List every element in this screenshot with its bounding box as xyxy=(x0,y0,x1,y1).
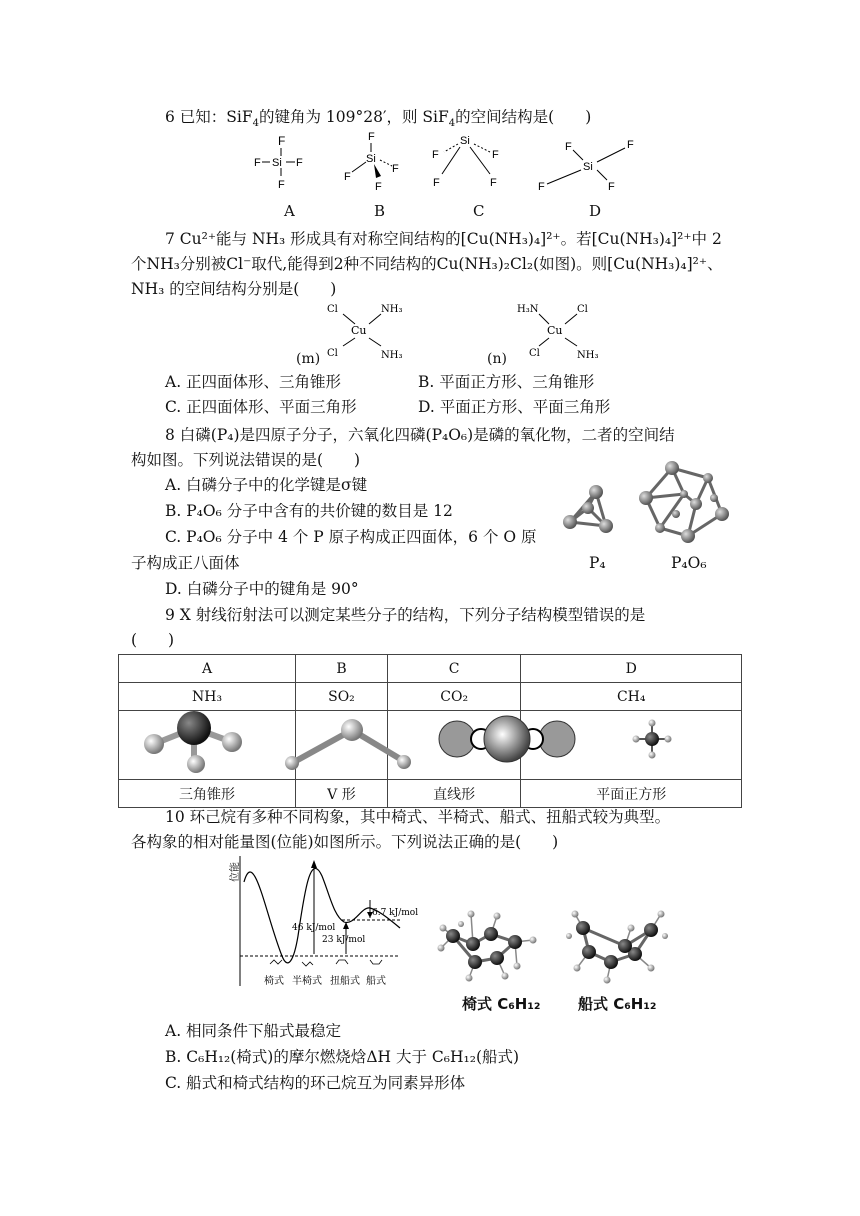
svg-text:F: F xyxy=(608,181,615,193)
q7-m-label: (m) xyxy=(296,351,321,367)
svg-text:F: F xyxy=(344,171,351,183)
svg-text:F: F xyxy=(565,141,572,153)
q8-line1: 8 白磷(P₄)是四原子分子，六氧化四磷(P₄O₆)是磷的氧化物，二者的空间结 xyxy=(165,426,675,444)
so2-model-image xyxy=(280,710,420,774)
q9-shape-b: V 形 xyxy=(296,780,388,808)
q9-line1: 9 X 射线衍射法可以测定某些分子的结构，下列分子结构模型错误的是 xyxy=(165,606,646,624)
co2-model-image xyxy=(437,714,577,764)
q9-molecule-a: NH₃ xyxy=(119,683,296,711)
q6-stem: 6 已知：SiF$_4$的键角为 109°28′，则 SiF$_4$的空间结构是( ) xyxy=(165,108,592,130)
q8-option-c1: C. P₄O₆ 分子中 4 个 P 原子构成正四面体，6 个 O 原 xyxy=(165,528,537,546)
svg-text:F: F xyxy=(538,181,545,193)
svg-text:F: F xyxy=(278,134,286,148)
chair-caption: 椅式 C₆H₁₂ xyxy=(462,995,541,1013)
q7-line2: 个NH₃分别被Cl⁻取代,能得到2种不同结构的Cu(NH₃)₂Cl₂(如图)。则[Cu(NH₃)₄]²⁺、 xyxy=(131,255,723,273)
q7-option-c: C. 正四面体形、平面三角形 xyxy=(165,398,357,416)
conformer-half-chair: 半椅式 xyxy=(292,976,322,987)
svg-text:Si: Si xyxy=(272,157,282,169)
q9-shape-c: 直线形 xyxy=(387,780,521,808)
q8-option-b: B. P₄O₆ 分子中含有的共价键的数目是 12 xyxy=(165,502,453,520)
q8-p4o6-label: P₄O₆ xyxy=(671,554,707,572)
q6-label-c: C xyxy=(473,202,485,220)
q10-option-b: B. C₆H₁₂(椅式)的摩尔燃烧焓ΔH 大于 C₆H₁₂(船式) xyxy=(165,1048,520,1066)
svg-text:Cl: Cl xyxy=(577,304,588,315)
svg-text:Cl: Cl xyxy=(529,348,540,359)
q7-option-d: D. 平面正方形、平面三角形 xyxy=(418,398,611,416)
boat-caption: 船式 C₆H₁₂ xyxy=(578,995,657,1013)
q10-option-c: C. 船式和椅式结构的环己烷互为同素异形体 xyxy=(165,1074,466,1092)
q9-header-c: C xyxy=(387,655,521,683)
q6-structure-b xyxy=(340,130,410,196)
svg-text:F: F xyxy=(492,149,499,161)
q9-molecule-c: CO₂ xyxy=(387,683,521,711)
boat-model-image xyxy=(565,906,675,986)
svg-text:F: F xyxy=(490,177,497,189)
q9-molecule-d: CH₄ xyxy=(521,683,742,711)
energy-label-23: 23 kJ/mol xyxy=(322,935,366,945)
q10-line2: 各构象的相对能量图(位能)如图所示。下列说法正确的是( ) xyxy=(131,833,559,851)
svg-text:F: F xyxy=(375,181,382,193)
svg-text:Si: Si xyxy=(460,135,470,147)
q9-header-b: B xyxy=(296,655,388,683)
ch4-model-image xyxy=(632,719,672,759)
svg-text:NH₃: NH₃ xyxy=(577,350,599,361)
q6-label-b: B xyxy=(374,202,386,220)
q10-line1: 10 环己烷有多种不同构象，其中椅式、半椅式、船式、扭船式较为典型。 xyxy=(165,808,671,826)
p4-molecule-image xyxy=(560,480,620,540)
svg-text:Si: Si xyxy=(583,161,593,173)
energy-diagram xyxy=(222,856,422,990)
q7-structure-n xyxy=(515,300,615,362)
q9-molecule-b: SO₂ xyxy=(296,683,388,711)
energy-label-6-7: 6.7 kJ/mol xyxy=(372,908,419,918)
svg-text:F: F xyxy=(368,131,375,143)
q7-option-a: A. 正四面体形、三角锥形 xyxy=(165,373,342,391)
q8-p4-label: P₄ xyxy=(589,554,606,572)
q6-structure-c xyxy=(430,132,510,196)
q7-n-label: (n) xyxy=(487,351,507,367)
q9-header-d: D xyxy=(521,655,742,683)
q7-structure-m xyxy=(325,300,415,362)
q6-label-d: D xyxy=(589,202,602,220)
q6-structure-a xyxy=(250,134,320,196)
p4o6-molecule-image xyxy=(636,458,736,546)
nh3-model-image xyxy=(140,710,250,774)
conformer-boat: 船式 xyxy=(366,976,386,987)
q10-option-a: A. 相同条件下船式最稳定 xyxy=(165,1022,342,1040)
q7-m-cu: Cu xyxy=(351,324,367,337)
q7-m-nh3-top: NH₃ xyxy=(381,304,403,315)
q8-option-d: D. 白磷分子中的键角是 90° xyxy=(165,580,359,598)
svg-text:F: F xyxy=(392,163,399,175)
q8-line2: 构如图。下列说法错误的是( ) xyxy=(131,451,361,469)
svg-text:F: F xyxy=(278,179,285,191)
energy-label-46: 46 kJ/mol xyxy=(292,923,336,933)
svg-text:F: F xyxy=(433,177,440,189)
q9-shape-a: 三角锥形 xyxy=(119,780,296,808)
svg-text:H₃N: H₃N xyxy=(517,304,539,315)
q9-shape-d: 平面正方形 xyxy=(521,780,742,808)
q8-option-a: A. 白磷分子中的化学键是σ键 xyxy=(165,476,368,494)
chair-model-image xyxy=(435,906,545,986)
q8-option-c2: 子构成正八面体 xyxy=(131,554,240,572)
q9-header-a: A xyxy=(119,655,296,683)
q7-line3: NH₃ 的空间结构分别是( ) xyxy=(131,280,337,298)
conformer-chair: 椅式 xyxy=(264,976,284,987)
q7-m-nh3-bot: NH₃ xyxy=(381,350,403,361)
svg-text:F: F xyxy=(296,157,303,169)
energy-axis-label: 位能 xyxy=(230,862,241,882)
svg-text:Si: Si xyxy=(366,153,376,165)
svg-text:F: F xyxy=(254,157,261,169)
svg-text:Cu: Cu xyxy=(547,324,563,337)
q7-m-cl-bot: Cl xyxy=(327,348,338,359)
q7-m-cl-top: Cl xyxy=(327,304,338,315)
svg-text:F: F xyxy=(627,139,634,151)
conformer-twist-boat: 扭船式 xyxy=(330,976,360,987)
q6-label-a: A xyxy=(284,202,295,220)
svg-text:F: F xyxy=(432,149,439,161)
q9-line2: ( ) xyxy=(131,631,175,649)
q7-option-b: B. 平面正方形、三角锥形 xyxy=(418,373,595,391)
q6-structure-d xyxy=(535,136,645,194)
q7-line1: 7 Cu²⁺能与 NH₃ 形成具有对称空间结构的[Cu(NH₃)₄]²⁺。若[Cu(NH₃)₄]²⁺中 2 xyxy=(165,230,722,248)
